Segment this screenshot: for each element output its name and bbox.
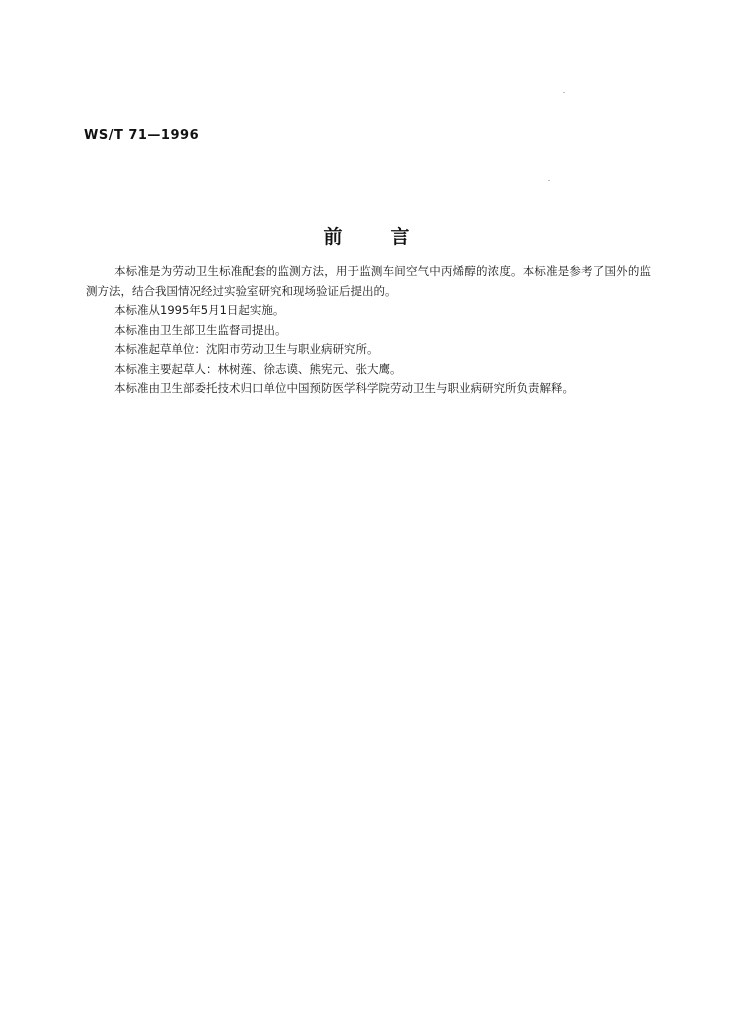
foreword-paragraph: 本标准从1995年5月1日起实施。 <box>114 303 285 317</box>
foreword-paragraph: 本标准是为劳动卫生标准配套的监测方法，用于监测车间空气中丙烯醇的浓度。本标准是参考了国外的监测方法，结合我国情况经过实验室研究和现场验证后提出的。 <box>86 264 651 298</box>
foreword-paragraph: 本标准由卫生部委托技术归口单位中国预防医学科学院劳动卫生与职业病研究所负责解释。 <box>114 381 574 395</box>
foreword-paragraph: 本标准起草单位：沈阳市劳动卫生与职业病研究所。 <box>114 342 379 356</box>
foreword-heading: 前言 <box>323 226 458 248</box>
foreword-body <box>86 262 651 399</box>
foreword-paragraph: 本标准由卫生部卫生监督司提出。 <box>114 322 287 337</box>
scan-speck <box>563 92 565 93</box>
foreword-paragraph: 本标准主要起草人：林树莲、徐志谟、熊宪元、张大鹰。 <box>114 361 402 376</box>
standard-code: WS/T 71—1996 <box>84 128 200 143</box>
scan-speck <box>548 180 550 181</box>
